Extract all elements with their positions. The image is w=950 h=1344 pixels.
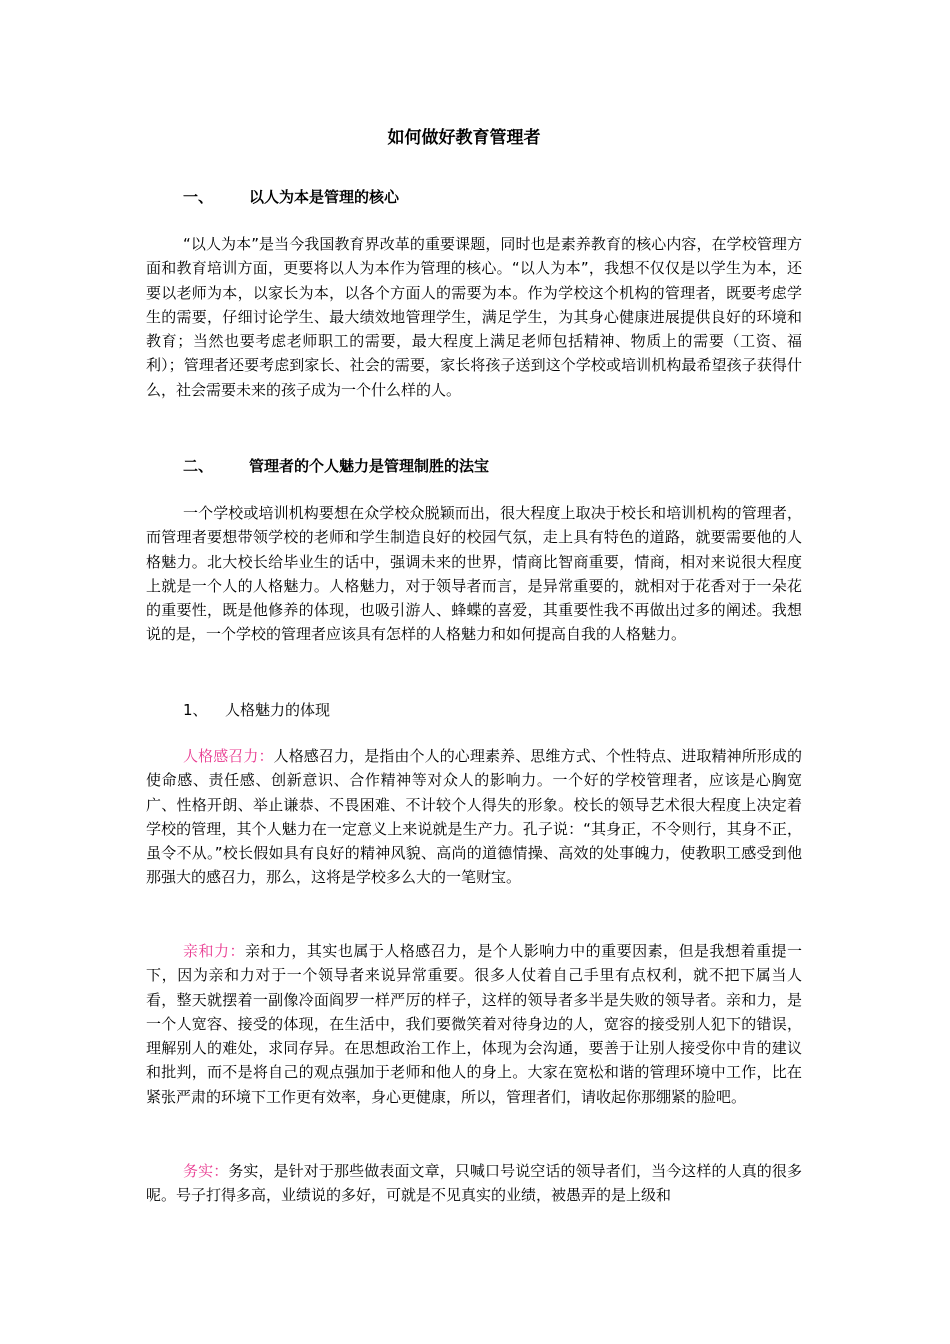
charisma-item-paragraph <box>146 744 802 890</box>
subsection-1-title: 人格魅力的体现 <box>225 701 331 719</box>
document-title: 如何做好教育管理者 <box>387 128 541 148</box>
subsection-1-number: 1、 <box>183 701 208 719</box>
affinity-item-text: 亲和力，其实也属于人格感召力，是个人影响力中的重要因素，但是我想着重提一下，因为亲和力对于一个领导者来说异常重要。很多人仗着自己手里有点权利，就不把下属当人看，整天就摆着一副像冷面阎罗一样严厉的样子，这样的领导者多半是失败的领导者。亲和力，是一个人宽容、接受的体现，在生活中，我们要微笑着对待身边的人，宽容的接受别人犯下的错误，理解别人的难处，求同存异。在思想政治工作上，体现为会沟通，要善于让别人接受你中肯的建议和批判，而不是将自己的观点强加于老师和他人的身上。大家在宽松和谐的管理环境中工作，比在紧张严肃的环境下工作更有效率，身心更健康，所以，管理者们，请收起你那绷紧的脸吧。 <box>146 942 802 1106</box>
section-1-heading <box>183 186 399 208</box>
section-2-heading <box>183 455 489 477</box>
section-2-title: 管理者的个人魅力是管理制胜的法宝 <box>249 457 490 475</box>
section-1-number: 一、 <box>183 188 214 206</box>
subsection-1-heading <box>183 699 330 721</box>
section-1-title: 以人为本是管理的核心 <box>249 188 400 206</box>
pragmatism-item-text: 务实，是针对于那些做表面文章，只喊口号说空话的领导者们，当今这样的人真的很多呢。号子打得多高，业绩说的多好，可就是不见真实的业绩，被愚弄的是上级和 <box>146 1162 802 1205</box>
charisma-item-text: 人格感召力，是指由个人的心理素养、思维方式、个性特点、进取精神所形成的使命感、责任感、创新意识、合作精神等对众人的影响力。一个好的学校管理者，应该是心胸宽广、性格开朗、举止谦恭、不畏困难、不计较个人得失的形象。校长的领导艺术很大程度上决定着学校的管理，其个人魅力在一定意义上来说就是生产力。孔子说：“其身正，不令则行，其身不正，虽令不从。”校长假如具有良好的精神风貌、高尚的道德情操、高效的处事魄力，使教职工感受到他那强大的感召力，那么，这将是学校多么大的一笔财宝。 <box>146 747 802 887</box>
affinity-item-lead: 亲和力： <box>183 942 245 960</box>
pragmatism-item-lead: 务实： <box>183 1162 229 1180</box>
section-2-paragraph: 一个学校或培训机构要想在众学校众脱颖而出，很大程度上取决于校长和培训机构的管理者，而管理者要想带领学校的老师和学生制造良好的校园气氛，走上具有特色的道路，就要需要他的人格魅力。北大校长给毕业生的话中，强调未来的世界，情商比智商重要，情商，相对来说很大程度上就是一个人的人格魅力。人格魅力，对于领导者而言，是异常重要的，就相对于花香对于一朵花的重要性，既是他修养的体现，也吸引游人、蜂蝶的喜爱，其重要性我不再做出过多的阐述。我想说的是，一个学校的管理者应该具有怎样的人格魅力和如何提高自我的人格魅力。 <box>146 504 802 644</box>
section-2-number: 二、 <box>183 457 214 475</box>
charisma-item-lead: 人格感召力： <box>183 747 274 765</box>
affinity-item-paragraph <box>146 939 802 1109</box>
section-1-paragraph: “以人为本”是当今我国教育界改革的重要课题，同时也是素养教育的核心内容，在学校管理方面和教育培训方面，更要将以人为本作为管理的核心。“以人为本”，我想不仅仅是以学生为本，还要以老师为本，以家长为本，以各个方面人的需要为本。作为学校这个机构的管理者，既要考虑学生的需要，仔细讨论学生、最大绩效地管理学生，满足学生，为其身心健康进展提供良好的环境和教育；当然也要考虑老师职工的需要，最大程度上满足老师包括精神、物质上的需要（工资、福利）；管理者还要考虑到家长、社会的需要，家长将孩子送到这个学校或培训机构最希望孩子获得什么，社会需要未来的孩子成为一个什么样的人。 <box>146 235 802 399</box>
pragmatism-item-paragraph <box>146 1159 802 1208</box>
